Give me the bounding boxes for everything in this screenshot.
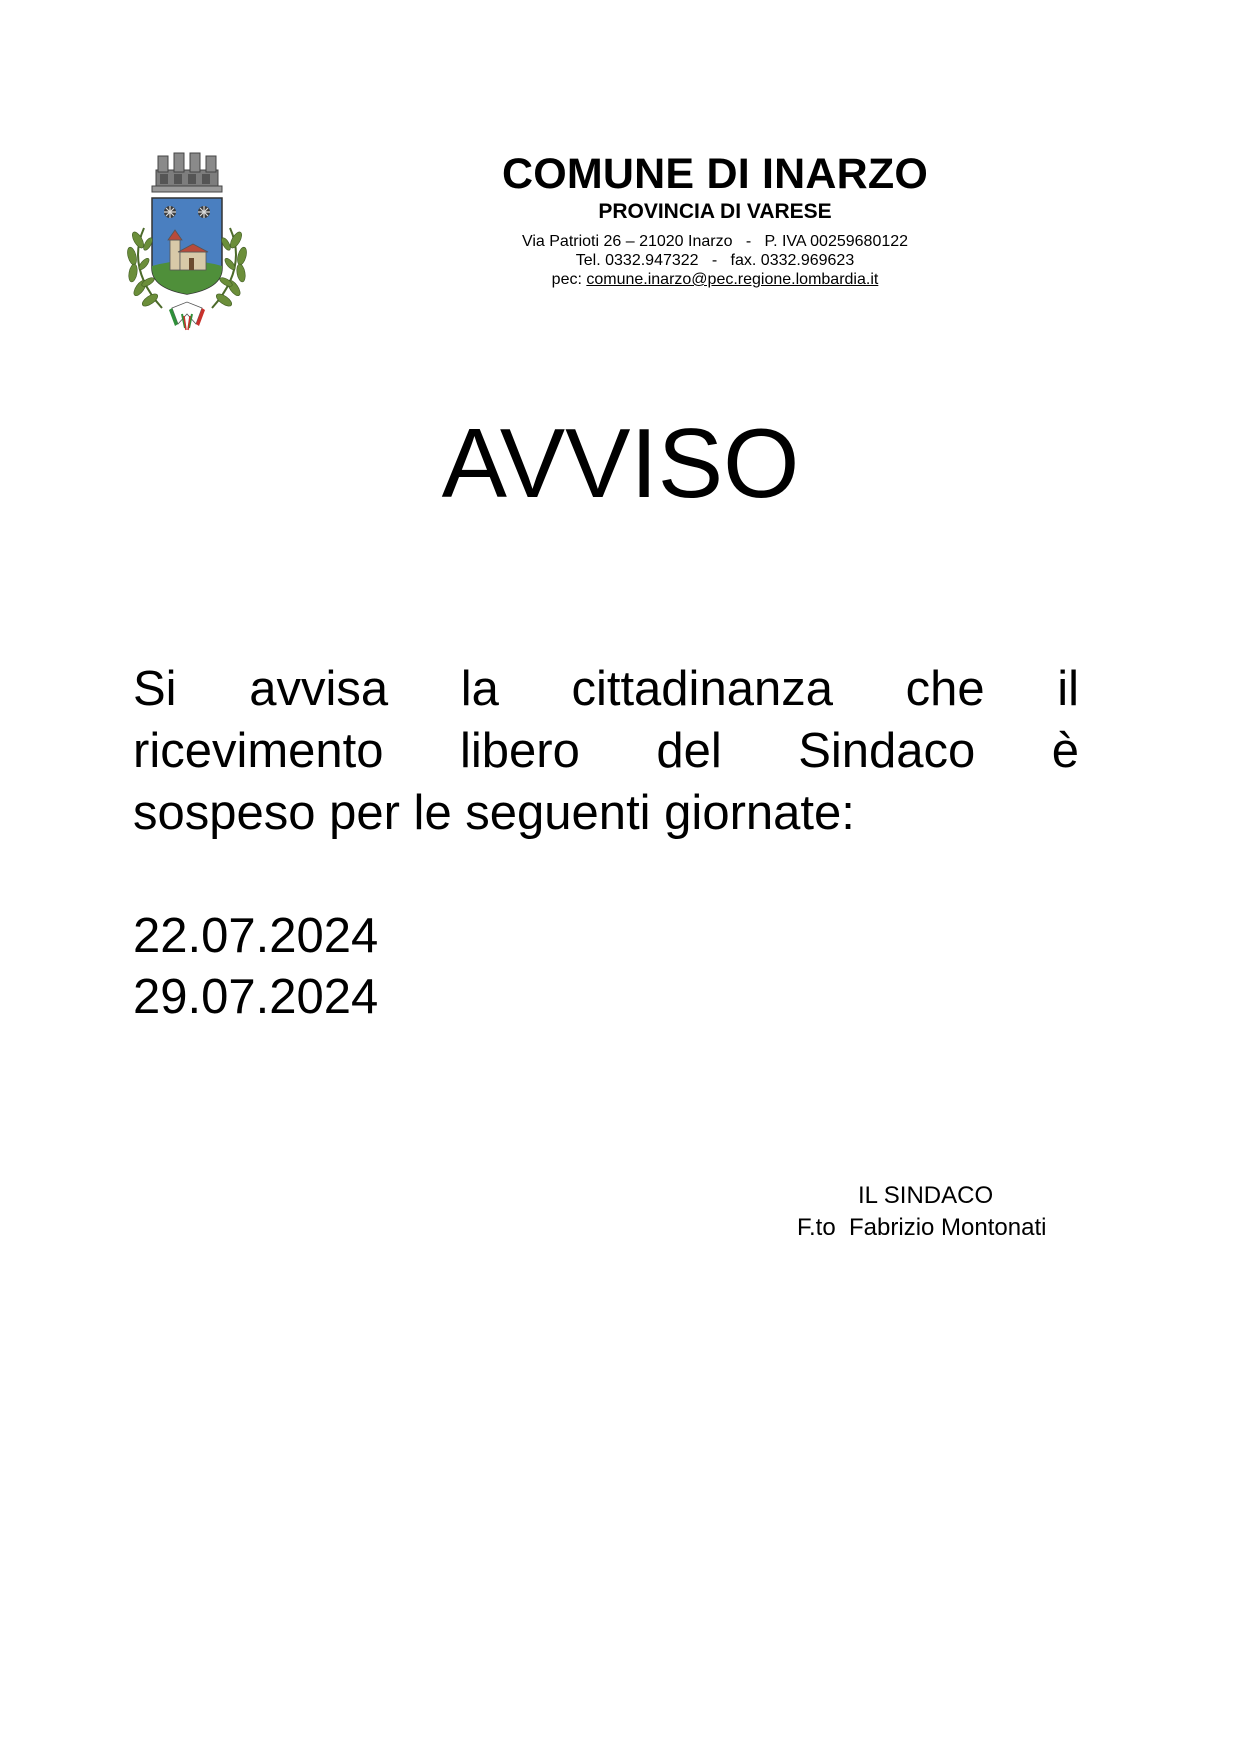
pec-label: pec: (551, 271, 587, 288)
word: il (1057, 662, 1079, 716)
pec-email-link[interactable]: comune.inarzo@pec.regione.lombardia.it (586, 271, 879, 288)
signature-block (770, 1180, 1070, 1244)
address-line: Via Patrioti 26 – 21020 Inarzo - P. IVA 00259680122 (521, 233, 909, 250)
dates-list (133, 906, 378, 1028)
body-line-1 (133, 658, 1079, 720)
word: del (656, 724, 722, 778)
word: libero (460, 724, 580, 778)
word: avvisa (249, 662, 389, 716)
body-line-3: sospeso per le seguenti giornate: (133, 786, 855, 840)
coat-of-arms-icon (122, 148, 252, 333)
pec-line (470, 270, 960, 289)
word: è (1051, 724, 1079, 778)
date-item: 22.07.2024 (133, 909, 379, 963)
word: che (905, 662, 985, 716)
word: ricevimento (133, 724, 384, 778)
letterhead (470, 150, 960, 289)
word: Si (133, 662, 177, 716)
signature-name: F.to Fabrizio Montonati (797, 1214, 1047, 1241)
phone-line: Tel. 0332.947322 - fax. 0332.969623 (575, 252, 855, 269)
word: cittadinanza (571, 662, 833, 716)
date-item: 29.07.2024 (133, 970, 379, 1024)
notice-body (133, 658, 1079, 844)
ribbon-icon (169, 302, 205, 330)
word: Sindaco (798, 724, 976, 778)
signature-role: IL SINDACO (858, 1182, 994, 1209)
body-line-2 (133, 720, 1079, 782)
shield-icon (152, 198, 222, 294)
crown-icon (152, 153, 222, 192)
province-name: PROVINCIA DI VARESE (598, 200, 832, 223)
notice-title: AVVISO (441, 408, 800, 518)
municipality-name: COMUNE DI INARZO (501, 150, 929, 198)
word: la (460, 662, 499, 716)
